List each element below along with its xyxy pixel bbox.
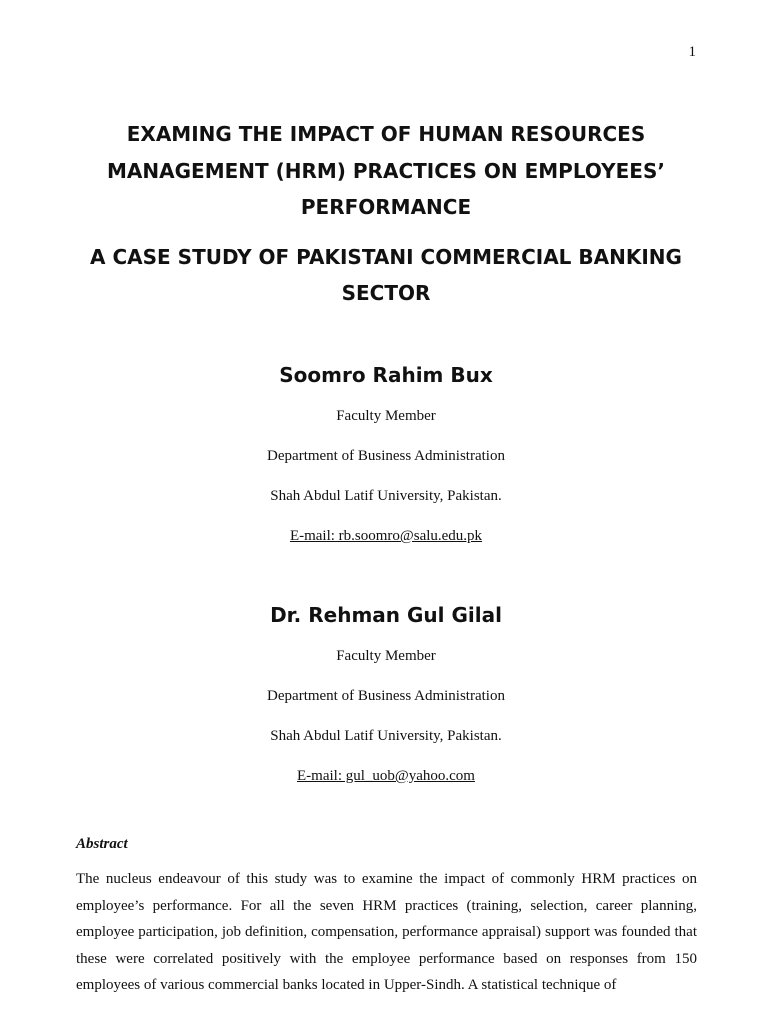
author-block-2 [0,601,768,786]
author-position: Faculty Member [336,648,436,664]
paper-subtitle: A CASE STUDY OF PAKISTANI COMMERCIAL BANKING SECTOR [90,245,682,305]
author-position: Faculty Member [336,408,436,424]
abstract-heading: Abstract [76,836,128,852]
author-email[interactable]: E-mail: gul_uob@yahoo.com [297,768,475,784]
page-number: 1 [688,44,696,60]
author-university: Shah Abdul Latif University, Pakistan. [270,728,502,744]
abstract-body: The nucleus endeavour of this study was to examine the impact of commonly HRM practices on employee’s performance. For all the seven HRM practices (training, selection, career planning, employee participation, job definition, compensation, performance appraisal) support was founded that these were correlated positively with the employee performance based on responses from 150 employees of various commercial banks located in Upper-Sindh. A statistical technique of [76,871,697,994]
author-name: Soomro Rahim Bux [279,363,493,387]
author-block-1 [0,361,768,546]
paper-title: EXAMING THE IMPACT OF HUMAN RESOURCES MANAGEMENT (HRM) PRACTICES ON EMPLOYEES’ PERFORMANCE [107,122,665,219]
author-name: Dr. Rehman Gul Gilal [270,603,502,627]
author-department: Department of Business Administration [267,448,505,464]
author-university: Shah Abdul Latif University, Pakistan. [270,488,502,504]
author-email[interactable]: E-mail: rb.soomro@salu.edu.pk [289,528,483,544]
author-department: Department of Business Administration [267,688,505,704]
